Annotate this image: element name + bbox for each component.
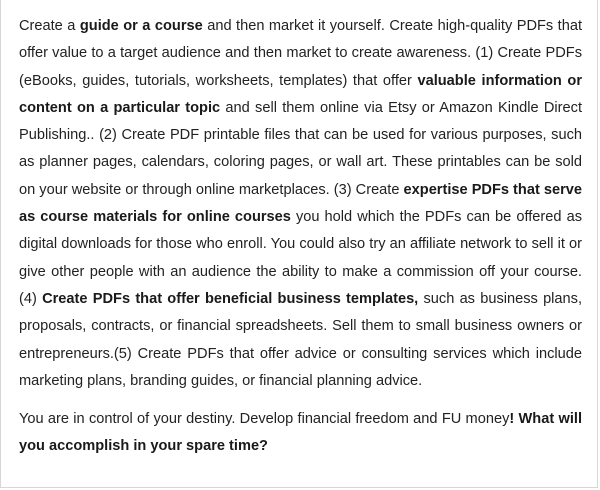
text-segment: Create a bbox=[19, 18, 80, 34]
bold-phrase-guide-or-course: guide or a course bbox=[79, 18, 203, 34]
article-body bbox=[19, 13, 582, 461]
text-segment: and sell them online via Etsy or Amazon Kindle Direct Publishing.. (2) Create PDF printable files that can be used for various purposes, such as planner pages, calendars, coloring pages, or wall art. These printables can be sold on your website or through online marketplaces. (3) Create bbox=[19, 99, 583, 198]
text-segment: You are in control of your destiny. Develop financial freedom and FU money bbox=[19, 411, 510, 428]
text-segment: such as business plans, proposals, contracts, or financial spreadsheets. Sell them to small business owners or entrepreneurs.(5) Create PDFs that offer advice or consulting services which include marketing plans, branding guides, or financial planning advice. bbox=[19, 290, 583, 389]
bold-phrase-expertise-pdfs: expertise PDFs that serve as course materials for online courses bbox=[19, 181, 583, 226]
text-segment: you hold which the PDFs can be offered as digital downloads for those who enroll. You could also try an affiliate network to sell it or give other people with an audience the ability to make a commission off your course. (4) bbox=[19, 209, 582, 307]
bold-phrase-business-templates: Create PDFs that offer beneficial business templates, bbox=[42, 290, 419, 307]
paragraph-closing bbox=[19, 406, 582, 461]
bold-phrase-closing-question: ! What will you accomplish in your spare time? bbox=[19, 411, 582, 455]
text-segment: and then market it yourself. Create high-quality PDFs that offer value to a target audience and then market to create awareness. (1) Create PDFs (eBooks, guides, tutorials, worksheets, templates) that offer bbox=[19, 18, 583, 89]
paragraph-pdf-ideas bbox=[19, 13, 582, 395]
bold-phrase-valuable-information: valuable information or content on a particular topic bbox=[19, 72, 582, 116]
